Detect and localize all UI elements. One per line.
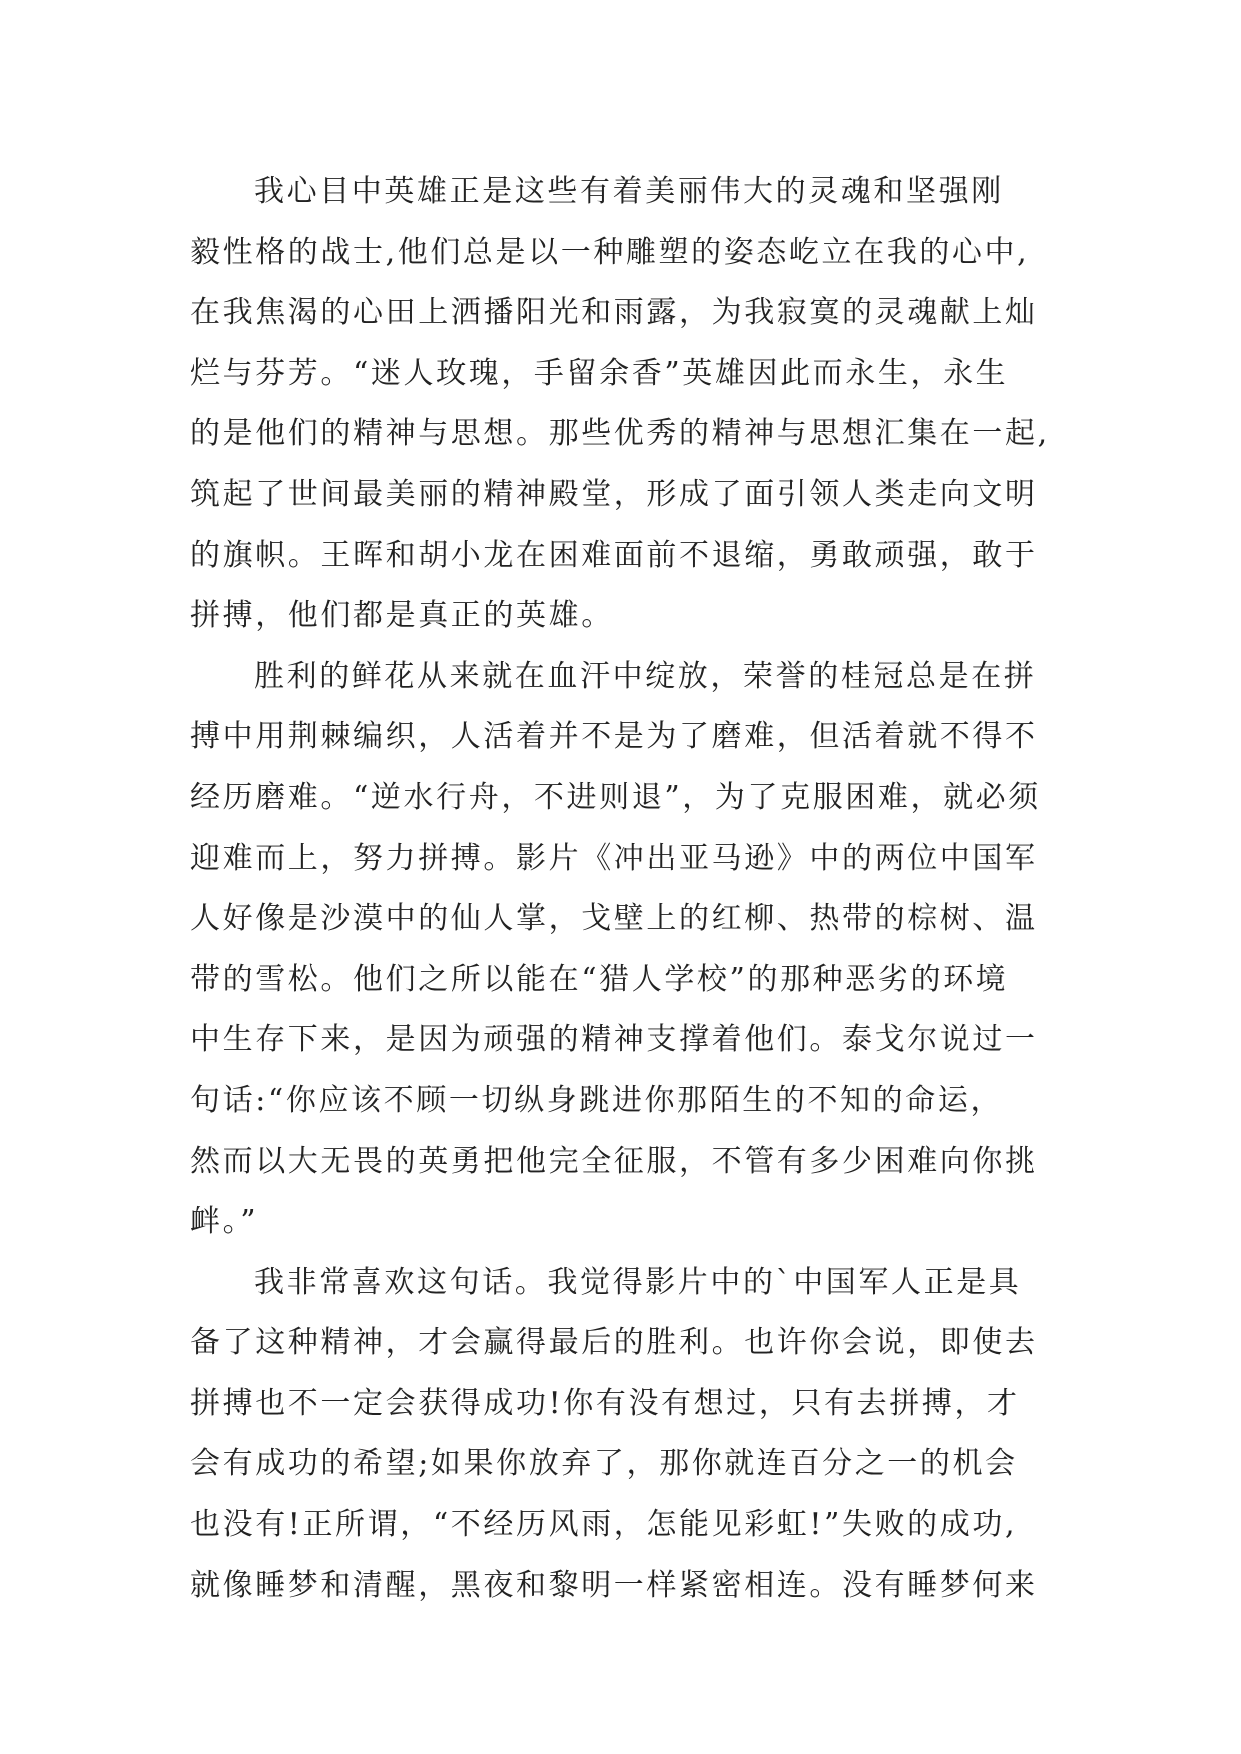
- text-line: 搏中用荆棘编织，人活着并不是为了磨难，但活着就不得不: [190, 719, 1038, 755]
- text-line: 拼搏也不一定会获得成功!你有没有想过，只有去拼搏，才: [190, 1385, 1020, 1421]
- text-line: 烂与芬芳。“迷人玫瑰，手留余香”英雄因此而永生，永生: [190, 355, 1009, 391]
- text-line: 经历磨难。“逆水行舟，不进则退”，为了克服困难，就必须: [190, 779, 1041, 815]
- paragraph-1: [190, 162, 1070, 647]
- text-line: 会有成功的希望;如果你放弃了，那你就连百分之一的机会: [190, 1446, 1018, 1482]
- text-line: 的是他们的精神与思想。那些优秀的精神与思想汇集在一起,: [190, 416, 1050, 452]
- text-line: 人好像是沙漠中的仙人掌，戈壁上的红柳、热带的棕树、温: [190, 901, 1038, 937]
- text-line: 拼搏，他们都是真正的英雄。: [190, 598, 614, 634]
- text-line: 备了这种精神，才会赢得最后的胜利。也许你会说，即使去: [190, 1325, 1038, 1361]
- text-line: 衅。”: [190, 1204, 259, 1240]
- document-body: [190, 162, 1070, 1616]
- text-line: 我非常喜欢这句话。我觉得影片中的`中国军人正是具: [254, 1264, 1022, 1300]
- text-line: 迎难而上，努力拼搏。影片《冲出亚马逊》中的两位中国军: [190, 840, 1038, 876]
- text-line: 胜利的鲜花从来就在血汗中绽放，荣誉的桂冠总是在拼: [254, 658, 1037, 694]
- text-line: 句话:“你应该不顾一切纵身跳进你那陌生的不知的命运，: [190, 1082, 1004, 1118]
- text-line: 然而以大无畏的英勇把他完全征服，不管有多少困难向你挑: [190, 1143, 1038, 1179]
- text-line: 中生存下来，是因为顽强的精神支撑着他们。泰戈尔说过一: [190, 1022, 1038, 1058]
- paragraph-2: [190, 647, 1070, 1253]
- text-line: 带的雪松。他们之所以能在“猎人学校”的那种恶劣的环境: [190, 961, 1009, 997]
- text-line: 也没有!正所谓，“不经历风雨，怎能见彩虹!”失败的成功,: [190, 1507, 1018, 1543]
- text-line: 我心目中英雄正是这些有着美丽伟大的灵魂和坚强刚: [254, 174, 1004, 209]
- text-line: 筑起了世间最美丽的精神殿堂，形成了面引领人类走向文明: [190, 476, 1038, 512]
- text-line: 就像睡梦和清醒，黑夜和黎明一样紧密相连。没有睡梦何来: [190, 1567, 1038, 1603]
- text-line: 在我焦渴的心田上洒播阳光和雨露，为我寂寞的灵魂献上灿: [190, 295, 1038, 331]
- paragraph-3: [190, 1253, 1070, 1617]
- text-line: 的旗帜。王晖和胡小龙在困难面前不退缩，勇敢顽强，敢于: [190, 537, 1038, 573]
- text-line: 毅性格的战士,他们总是以一种雕塑的姿态屹立在我的心中,: [190, 234, 1030, 270]
